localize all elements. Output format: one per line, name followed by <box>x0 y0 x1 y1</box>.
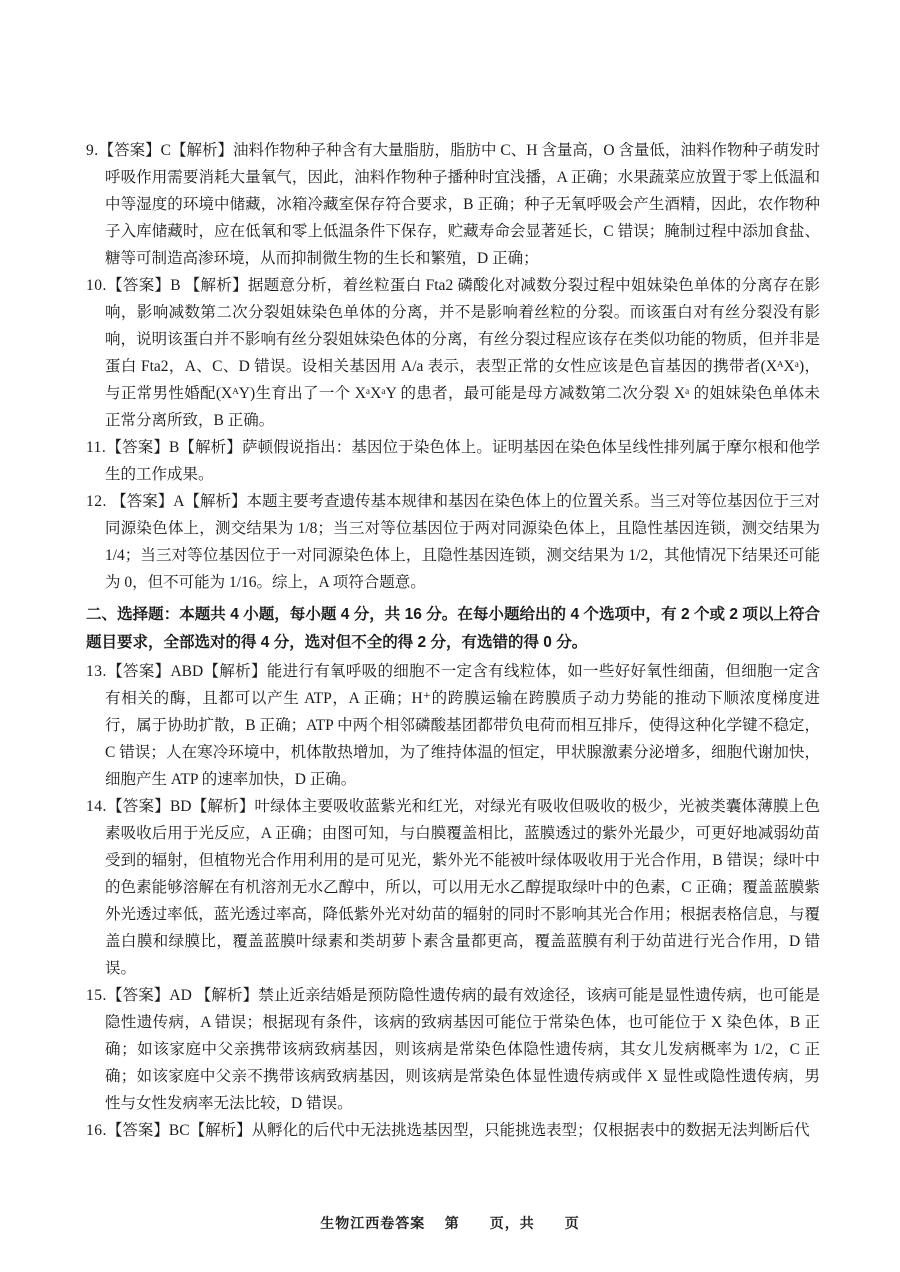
analysis-tag: 【解析】 <box>191 798 255 815</box>
answer-tag: 【答案】 <box>106 798 170 815</box>
item-number: 14. <box>86 798 107 815</box>
answer-tag: 【答案】 <box>106 987 170 1004</box>
answer-tag: 【答案】 <box>106 1122 169 1139</box>
analysis-tag: 【解析】 <box>184 493 247 510</box>
answer-item-14 <box>86 793 820 982</box>
answer-item-10 <box>86 272 820 434</box>
answer-tag: 【答案】 <box>106 277 171 294</box>
explanation-text: 能进行有氧呼吸的细胞不一定含有线粒体，如一些好好氧性细菌，但细胞一定含有相关的酶，且都可以产生 ATP，A 正确；H⁺的跨膜运输在跨膜质子动力势能的推动下顺浓度梯度进行，属于协助扩散，B 正确；ATP 中两个相邻磷酸基团都带负电荷而相互排斥，使得这种化学键不稳定，C 错误；人在寒冷环境中，机体散热增加，为了维持体温的恒定，甲状腺激素分泌增多，细胞代谢加快，细胞产生 ATP 的速率加快，D 正确。 <box>105 663 820 788</box>
answer-value: C <box>160 142 171 159</box>
item-number: 11. <box>86 439 107 456</box>
analysis-tag: 【解析】 <box>179 439 242 456</box>
analysis-tag: 【解析】 <box>195 987 259 1004</box>
explanation-text: 萨顿假说指出：基因位于染色体上。证明基因在染色体呈线性排列属于摩尔根和他学生的工作成果。 <box>105 439 820 483</box>
explanation-text: 从孵化的后代中无法挑选基因型，只能挑选表型；仅根据表中的数据无法判断后代 <box>251 1122 810 1139</box>
answer-item-9 <box>86 137 820 272</box>
answer-item-11 <box>86 434 820 488</box>
answer-list <box>86 137 820 1144</box>
explanation-text: 据题意分析，着丝粒蛋白 Fta2 磷酸化对减数分裂过程中姐妹染色单体的分离存在影响，影响减数第二次分裂姐妹染色单体的分离，并不是影响着丝粒的分裂。而该蛋白对有丝分裂没有影响，说明该蛋白并不影响有丝分裂姐妹染色体的分离，有丝分裂过程应该存在类似功能的物质，但并非是蛋白 Fta2，A、C、D 错误。设相关基因用 A/a 表示，表型正常的女性应该是色盲基因的携带者(XᴬXᵃ)，与正常男性婚配(XᴬY)生育出了一个 XᵃXᵃY 的患者，最可能是母方减数第二次分裂 Xᵃ 的姐妹染色单体未正常分离所致，B 正确。 <box>105 277 820 429</box>
answer-tag: 【答案】 <box>98 142 161 159</box>
item-number: 15. <box>86 987 107 1004</box>
answer-value: ABD <box>170 663 204 680</box>
answer-value: BC <box>168 1122 190 1139</box>
explanation-text: 油料作物种子种含有大量脂肪，脂肪中 C、H 含量高，O 含量低，油料作物种子萌发时呼吸作用需要消耗大量氧气，因此，油料作物种子播种时宜浅播，A 正确；水果蔬菜应放置于零上低温和中等湿度的环境中储藏，冰箱冷藏室保存符合要求，B 正确；种子无氧呼吸会产生酒精，因此，农作物种子入库储藏时，应在低氧和零上低温条件下保存，贮藏寿命会显著延长，C 错误；腌制过程中添加食盐、糖等可制造高渗环境，从而抑制微生物的生长和繁殖，D 正确； <box>105 142 820 267</box>
answer-value: A <box>173 493 185 510</box>
item-number: 13. <box>86 663 107 680</box>
analysis-tag: 【解析】 <box>184 277 248 294</box>
item-number: 10. <box>86 277 107 294</box>
analysis-tag: 【解析】 <box>203 663 267 680</box>
answer-item-12 <box>86 488 820 596</box>
answer-value: AD <box>169 987 196 1004</box>
answer-value: B <box>168 439 180 456</box>
answer-tag: 【答案】 <box>111 493 174 510</box>
item-number: 9. <box>86 142 99 159</box>
explanation-text: 叶绿体主要吸收蓝紫光和红光，对绿光有吸收但吸收的极少，光被类囊体薄膜上色素吸收后用于光反应，A 正确；由图可知，与白膜覆盖相比，蓝膜透过的紫外光最少，可更好地减弱幼苗受到的辐射，但植物光合作用利用的是可见光，紫外光不能被叶绿体吸收用于光合作用，B 错误；绿叶中的色素能够溶解在有机溶剂无水乙醇中，所以，可以用无水乙醇提取绿叶中的色素，C 正确；覆盖蓝膜紫外光透过率低，蓝光透过率高，降低紫外光对幼苗的辐射的同时不影响其光合作用；根据表格信息，与覆盖白膜和绿膜比，覆盖蓝膜叶绿素和类胡萝卜素含量都更高，覆盖蓝膜有利于幼苗进行光合作用，D 错误。 <box>105 798 820 977</box>
answer-value: BD <box>169 798 192 815</box>
item-number: 12. <box>86 493 112 510</box>
answer-item-16 <box>86 1117 820 1144</box>
answer-tag: 【答案】 <box>106 663 171 680</box>
section-2-heading: 二、选择题：本题共 4 小题，每小题 4 分，共 16 分。在每小题给出的 4 个选项中，有 2 个或 2 项以上符合题目要求，全部选对的得 4 分，选对但不全的得 2 分，有选错的得 0 分。 <box>86 606 820 651</box>
answer-value: B <box>170 277 185 294</box>
item-number: 16. <box>86 1122 107 1139</box>
answer-item-15 <box>86 982 820 1117</box>
answer-tag: 【答案】 <box>106 439 169 456</box>
footer-document-title: 生物江西卷答案 <box>320 1215 426 1231</box>
explanation-text: 本题主要考查遗传基本规律和基因在染色体上的位置关系。当三对等位基因位于三对同源染色体上，测交结果为 1/8；当三对等位基因位于两对同源染色体上，且隐性基因连锁，测交结果为 1/4；当三对等位基因位于一对同源染色体上，且隐性基因连锁，测交结果为 1/2，其他情况下结果还可能为 0，但不可能为 1/16。综上，A 项符合题意。 <box>105 493 820 591</box>
analysis-tag: 【解析】 <box>170 142 233 159</box>
answer-item-13 <box>86 658 820 793</box>
analysis-tag: 【解析】 <box>189 1122 252 1139</box>
footer-page-numbers: 第 页，共 页 <box>444 1215 580 1231</box>
explanation-text: 禁止近亲结婚是预防隐性遗传病的最有效途径，该病可能是显性遗传病，也可能是隐性遗传病，A 错误；根据现有条件，该病的致病基因可能位于常染色体，也可能位于 X 染色体，B 正确；如该家庭中父亲携带该病致病基因，则该病是常染色体隐性遗传病，其女儿发病概率为 1/2，C 正确；如该家庭中父亲不携带该病致病基因，则该病是常染色体显性遗传病或伴 X 显性或隐性遗传病，男性与女性发病率无法比较，D 错误。 <box>105 987 820 1112</box>
page-footer <box>0 1213 900 1233</box>
